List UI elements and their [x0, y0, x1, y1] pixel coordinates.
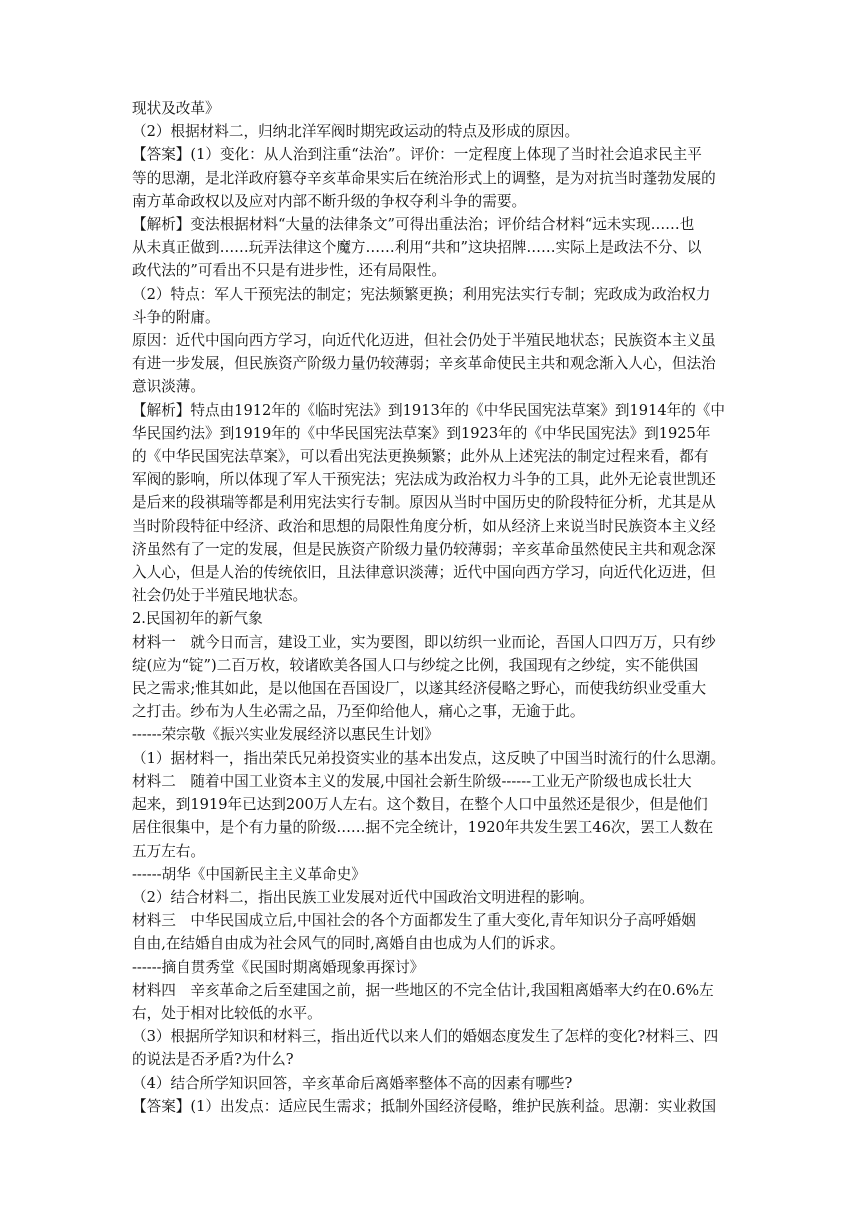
analysis-line: 军阀的影响，所以体现了军人干预宪法；宪法成为政治权力斗争的工具，此外无论袁世凯还	[132, 471, 716, 489]
answer-line: （2）特点：军人干预宪法的制定；宪法频繁更换；利用宪法实行专制；宪政成为政治权力	[132, 285, 711, 303]
source-citation: ------荣宗敬《振兴实业发展经济以惠民生计划》	[132, 726, 439, 744]
text-line: 现状及改革》	[132, 100, 220, 117]
material-line: 材料三 中华民国成立后,中国社会的各个方面都发生了重大变化,青年知识分子高呼婚姻	[132, 912, 696, 930]
source-citation: ------摘自贯秀堂《民国时期离婚现象再探讨》	[132, 958, 425, 976]
question-prompt: （3）根据所学知识和材料三，指出近代以来人们的婚姻态度发生了怎样的变化?材料三、四	[132, 1028, 719, 1046]
material-line: 材料一 就今日而言，建设工业，实为要图，即以纺织一业而论，吾国人口四万万，只有纱	[132, 633, 716, 651]
answer-line: 斗争的附庸。	[132, 308, 220, 326]
material-line: 民之需求;惟其如此，是以他国在吾国设厂，以遂其经济侵略之野心，而使我纺织业受重大	[132, 680, 707, 698]
question-prompt: 的说法是否矛盾?为什么?	[132, 1051, 294, 1069]
material-line: 绽(应为“锭”)二百万枚，较诸欧美各国人口与纱绽之比例，我国现有之纱绽，实不能供国	[132, 656, 699, 674]
material-line: 起来，到1919年已达到200万人左右。这个数目，在整个人口中虽然还是很少，但是他们	[132, 796, 708, 814]
analysis-line: 华民国约法》到1919年的《中华民国宪法草案》到1923年的《中华民国宪法》到1925年	[132, 424, 711, 442]
section-heading: 2.民国初年的新气象	[132, 610, 263, 628]
answer-line: 【答案】(1）变化：从人治到注重“法治”。评价：一定程度上体现了当时社会追求民主平	[132, 146, 702, 164]
material-line: 居住很集中，是个有力量的阶级……据不完全统计，1920年共发生罢工46次，罢工人数在	[132, 819, 714, 837]
question-prompt: （1）据材料一，指出荣氏兄弟投资实业的基本出发点，这反映了中国当时流行的什么思潮。	[132, 749, 726, 767]
question-2-prompt: （2）根据材料二，归纳北洋军阀时期宪政运动的特点及形成的原因。	[132, 123, 580, 141]
analysis-line: 的《中华民国宪法草案》，可以看出宪法更换频繁；此外从上述宪法的制定过程来看，都有	[132, 448, 709, 466]
answer-line: 意识淡薄。	[132, 378, 205, 396]
answer-line: 有进一步发展，但民族资产阶级力量仍较薄弱；辛亥革命使民主共和观念渐入人心，但法治	[132, 355, 716, 373]
material-line: 之打击。纱布为人生必需之品，乃至仰给他人，痛心之事，无逾于此。	[132, 703, 585, 721]
material-line: 自由,在结婚自由成为社会风气的同时,离婚自由也成为人们的诉求。	[132, 935, 565, 953]
analysis-line: 社会仍处于半殖民地状态。	[132, 587, 308, 605]
answer-line: 原因：近代中国向西方学习，向近代化迈进，但社会仍处于半殖民地状态；民族资本主义虽	[132, 332, 716, 350]
analysis-line: 从未真正做到……玩弄法律这个魔方……利用“共和”这块招牌……实际上是政法不分、以	[132, 239, 702, 257]
analysis-line: 是后来的段祺瑞等都是利用宪法实行专制。原因从当时中国历史的阶段特征分析，尤其是从	[132, 494, 716, 512]
document-body	[132, 97, 732, 1118]
analysis-line: 政代法的”可看出不只是有进步性，还有局限性。	[132, 262, 446, 280]
material-line: 右，处于相对比较低的水平。	[132, 1004, 322, 1022]
material-line: 材料四 辛亥革命之后至建国之前，据一些地区的不完全估计,我国粗离婚率大约在0.6%左	[132, 981, 714, 999]
material-line: 五万左右。	[132, 842, 205, 860]
analysis-line: 【解析】变法根据材料“大量的法律条文”可得出重法治；评价结合材料“远未实现……也	[132, 216, 695, 234]
answer-line: 南方革命政权以及应对内部不断升级的争权夺利斗争的需要。	[132, 192, 527, 210]
analysis-line: 当时阶段特征中经济、政治和思想的局限性角度分析，如从经济上来说当时民族资本主义经	[132, 517, 716, 535]
question-prompt: （4）结合所学知识回答，辛亥革命后离婚率整体不高的因素有哪些?	[132, 1074, 573, 1092]
answer-line: 【答案】(1）出发点：适应民生需求；抵制外国经济侵略，维护民族利益。思潮：实业救国	[132, 1097, 717, 1115]
question-prompt: （2）结合材料二，指出民族工业发展对近代中国政治文明进程的影响。	[132, 888, 594, 906]
analysis-line: 济虽然有了一定的发展，但是民族资产阶级力量仍较薄弱；辛亥革命虽然使民主共和观念深	[132, 540, 716, 558]
analysis-line: 入人心，但是人治的传统依旧，且法律意识淡薄；近代中国向西方学习，向近代化迈进，但	[132, 564, 716, 582]
answer-line: 等的思潮，是北洋政府篡夺辛亥革命果实后在统治形式上的调整，是为对抗当时蓬勃发展的	[132, 169, 716, 187]
material-line: 材料二 随着中国工业资本主义的发展,中国社会新生阶级------工业无产阶级也成长壮大	[132, 772, 692, 790]
analysis-line: 【解析】特点由1912年的《临时宪法》到1913年的《中华民国宪法草案》到1914年的《中	[132, 401, 726, 419]
source-citation: ------胡华《中国新民主主义革命史》	[132, 865, 366, 883]
